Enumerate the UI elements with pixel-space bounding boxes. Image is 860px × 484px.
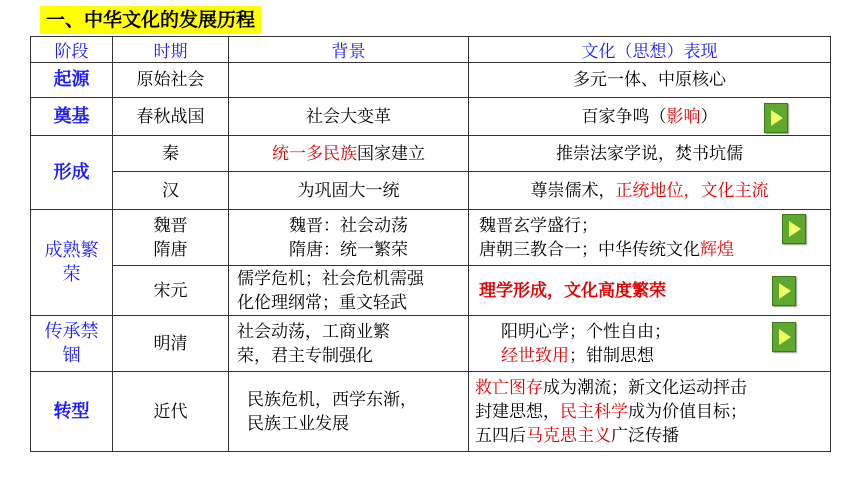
play-button-icon[interactable] (772, 322, 796, 352)
performance-cell (469, 372, 831, 452)
background-line: 社会动荡，工商业繁 (237, 321, 390, 342)
background-highlight: 统一多民族 (272, 143, 357, 164)
period-cell (113, 210, 229, 266)
period-line: 魏晋 (153, 215, 188, 236)
period-cell: 宋元 (113, 266, 229, 316)
background-line: 儒学危机；社会危机需强 (237, 268, 424, 289)
background-cell: 为巩固大一统 (229, 172, 469, 210)
background-line: 民族工业发展 (247, 413, 349, 434)
period-cell: 秦 (113, 136, 229, 172)
play-button-icon[interactable] (782, 214, 806, 244)
play-button-icon[interactable] (764, 103, 788, 133)
performance-cell (469, 210, 831, 266)
background-text: 国家建立 (357, 143, 425, 164)
stage-cell: 传承禁锢 (31, 316, 113, 372)
period-cell: 汉 (113, 172, 229, 210)
period-cell: 春秋战国 (113, 98, 229, 136)
stage-cell: 起源 (31, 63, 113, 98)
stage-cell: 奠基 (31, 98, 113, 136)
period-cell: 原始社会 (113, 63, 229, 98)
background-cell (229, 316, 469, 372)
background-cell (229, 210, 469, 266)
culture-history-table (30, 36, 831, 452)
performance-text: 封建思想， (475, 401, 560, 422)
performance-highlight: 救亡图存 (475, 377, 543, 398)
performance-line (475, 424, 830, 448)
table-row (31, 372, 831, 452)
performance-highlight: 辉煌 (700, 239, 734, 260)
background-cell: 社会大变革 (229, 98, 469, 136)
stage-cell: 转型 (31, 372, 113, 452)
performance-line (475, 376, 830, 400)
table-row (31, 63, 831, 98)
performance-highlight: 经世致用 (501, 345, 569, 366)
performance-highlight: 正统地位，文化主流 (615, 180, 769, 201)
header-background: 背景 (229, 37, 469, 63)
period-cell: 明清 (113, 316, 229, 372)
performance-text: 尊崇儒术， (530, 180, 616, 201)
performance-text: ；钳制思想 (569, 345, 654, 366)
table-row (31, 172, 831, 210)
performance-text: 百家争鸣（ (581, 106, 667, 127)
background-line: 隋唐：统一繁荣 (289, 239, 408, 260)
background-cell (229, 266, 469, 316)
performance-text: 唐朝三教合一；中华传统文化 (479, 239, 700, 260)
stage-cell: 形成 (31, 136, 113, 210)
performance-text: ） (700, 106, 718, 127)
background-cell (229, 136, 469, 172)
performance-cell: 推崇法家学说，焚书坑儒 (469, 136, 831, 172)
background-line: 民族危机，西学东渐， (247, 389, 417, 410)
performance-text: 五四后 (475, 425, 526, 446)
table-row (31, 210, 831, 266)
performance-highlight: 民主科学 (560, 401, 628, 422)
table-row (31, 98, 831, 136)
section-title: 一、中华文化的发展历程 (40, 6, 261, 34)
performance-cell (469, 98, 831, 136)
performance-line: 阳明心学；个性自由； (501, 321, 671, 342)
background-cell (229, 372, 469, 452)
performance-cell (469, 266, 831, 316)
background-line: 化伦理纲常；重文轻武 (237, 292, 407, 313)
performance-text: 成为潮流；新文化运动抨击 (543, 377, 747, 398)
performance-highlight: 马克思主义 (526, 425, 611, 446)
period-cell: 近代 (113, 372, 229, 452)
performance-cell (469, 172, 831, 210)
influence-link[interactable]: 影响 (666, 106, 701, 127)
play-button-icon[interactable] (772, 276, 796, 306)
performance-cell (469, 316, 831, 372)
background-cell (229, 63, 469, 98)
performance-text: 理学形成，文化高度繁荣 (479, 280, 666, 301)
table-row (31, 316, 831, 372)
performance-text: 广泛传播 (611, 425, 679, 446)
background-line: 魏晋：社会动荡 (289, 215, 408, 236)
background-line: 荣，君主专制强化 (237, 345, 373, 366)
table-row (31, 136, 831, 172)
performance-text: 成为价值目标； (628, 401, 747, 422)
table-row (31, 266, 831, 316)
period-line: 隋唐 (153, 239, 188, 260)
header-stage: 阶段 (31, 37, 113, 63)
performance-cell: 多元一体、中原核心 (469, 63, 831, 98)
stage-cell: 成熟繁荣 (31, 210, 113, 316)
performance-line (475, 400, 830, 424)
table-header-row (31, 37, 831, 63)
performance-line: 魏晋玄学盛行； (479, 215, 598, 236)
performance-line (479, 238, 830, 262)
header-period: 时期 (113, 37, 229, 63)
header-performance: 文化（思想）表现 (469, 37, 831, 63)
